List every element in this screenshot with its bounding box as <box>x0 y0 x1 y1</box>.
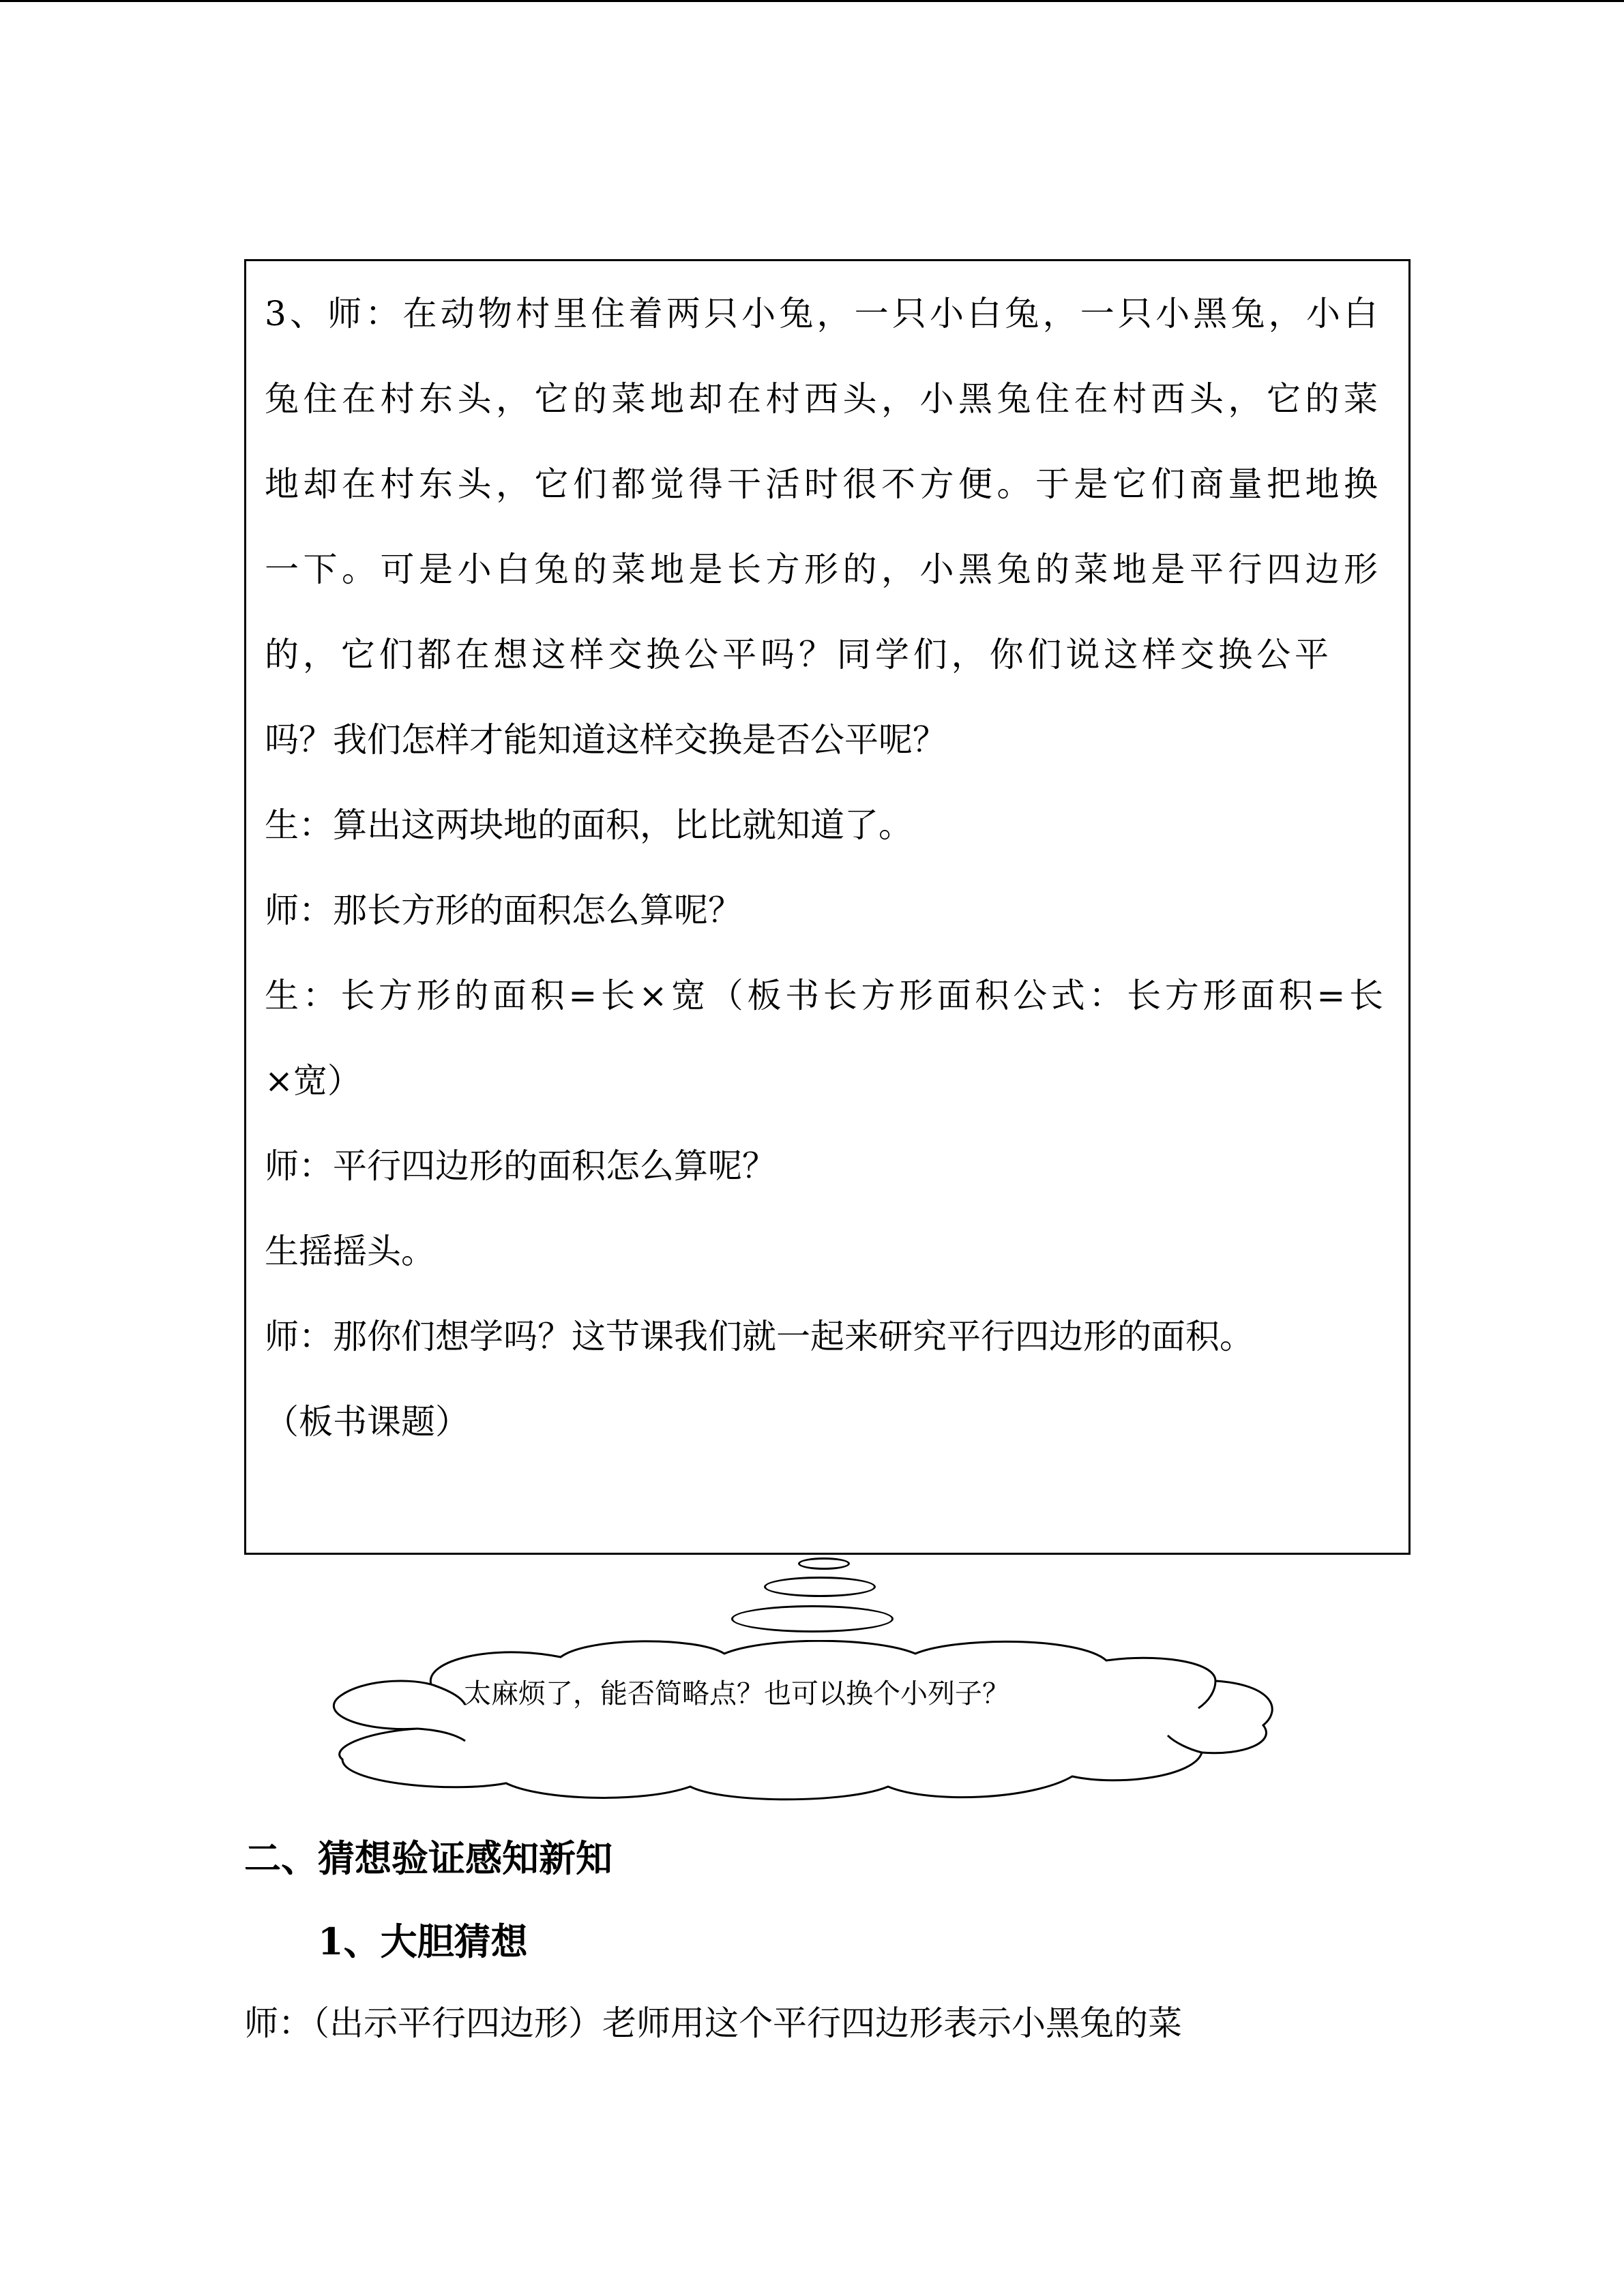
body-paragraph: 师：（出示平行四边形）老师用这个平行四边形表示小黑兔的菜 <box>244 2003 1182 2043</box>
dialogue-line: 生：长方形的面积=长×宽（板书长方形面积公式：长方形面积=长 <box>265 976 1383 1015</box>
dialogue-line: 地却在村东头，它们都觉得干活时很不方便。于是它们商量把地换 <box>265 464 1378 504</box>
dialogue-line: 师：平行四边形的面积怎么算呢？ <box>265 1146 776 1186</box>
dialogue-line: 生：算出这两块地的面积，比比就知道了。 <box>265 805 913 845</box>
dialogue-line: 3、师：在动物村里住着两只小兔，一只小白兔，一只小黑兔，小白 <box>265 294 1378 333</box>
callout-tail-small <box>798 1557 850 1570</box>
comment-cloud-text: 太麻烦了，能否简略点？也可以换个小列子？ <box>464 1678 1009 1710</box>
sub-heading: 1、大胆猜想 <box>318 1920 528 1963</box>
dialogue-line: 生摇摇头。 <box>265 1232 435 1271</box>
section-heading: 二、猜想验证感知新知 <box>244 1836 612 1880</box>
page-top-border <box>0 0 1624 2</box>
dialogue-line: 师：那长方形的面积怎么算呢？ <box>265 891 742 930</box>
dialogue-line: ×宽） <box>265 1061 361 1101</box>
dialogue-line: （板书课题） <box>265 1402 469 1442</box>
callout-tail-medium <box>764 1577 876 1597</box>
dialogue-line: 一下。可是小白兔的菜地是长方形的，小黑兔的菜地是平行四边形 <box>265 550 1378 589</box>
comment-cloud-shape <box>315 1640 1284 1804</box>
dialogue-line: 师：那你们想学吗？这节课我们就一起来研究平行四边形的面积。 <box>265 1317 1254 1356</box>
dialogue-line: 的，它们都在想这样交换公平吗？同学们，你们说这样交换公平 <box>265 635 1329 674</box>
dialogue-line: 兔住在村东头，它的菜地却在村西头，小黑兔住在村西头，它的菜 <box>265 379 1378 419</box>
callout-tail-large <box>731 1605 894 1632</box>
dialogue-line: 吗？我们怎样才能知道这样交换是否公平呢？ <box>265 720 947 760</box>
